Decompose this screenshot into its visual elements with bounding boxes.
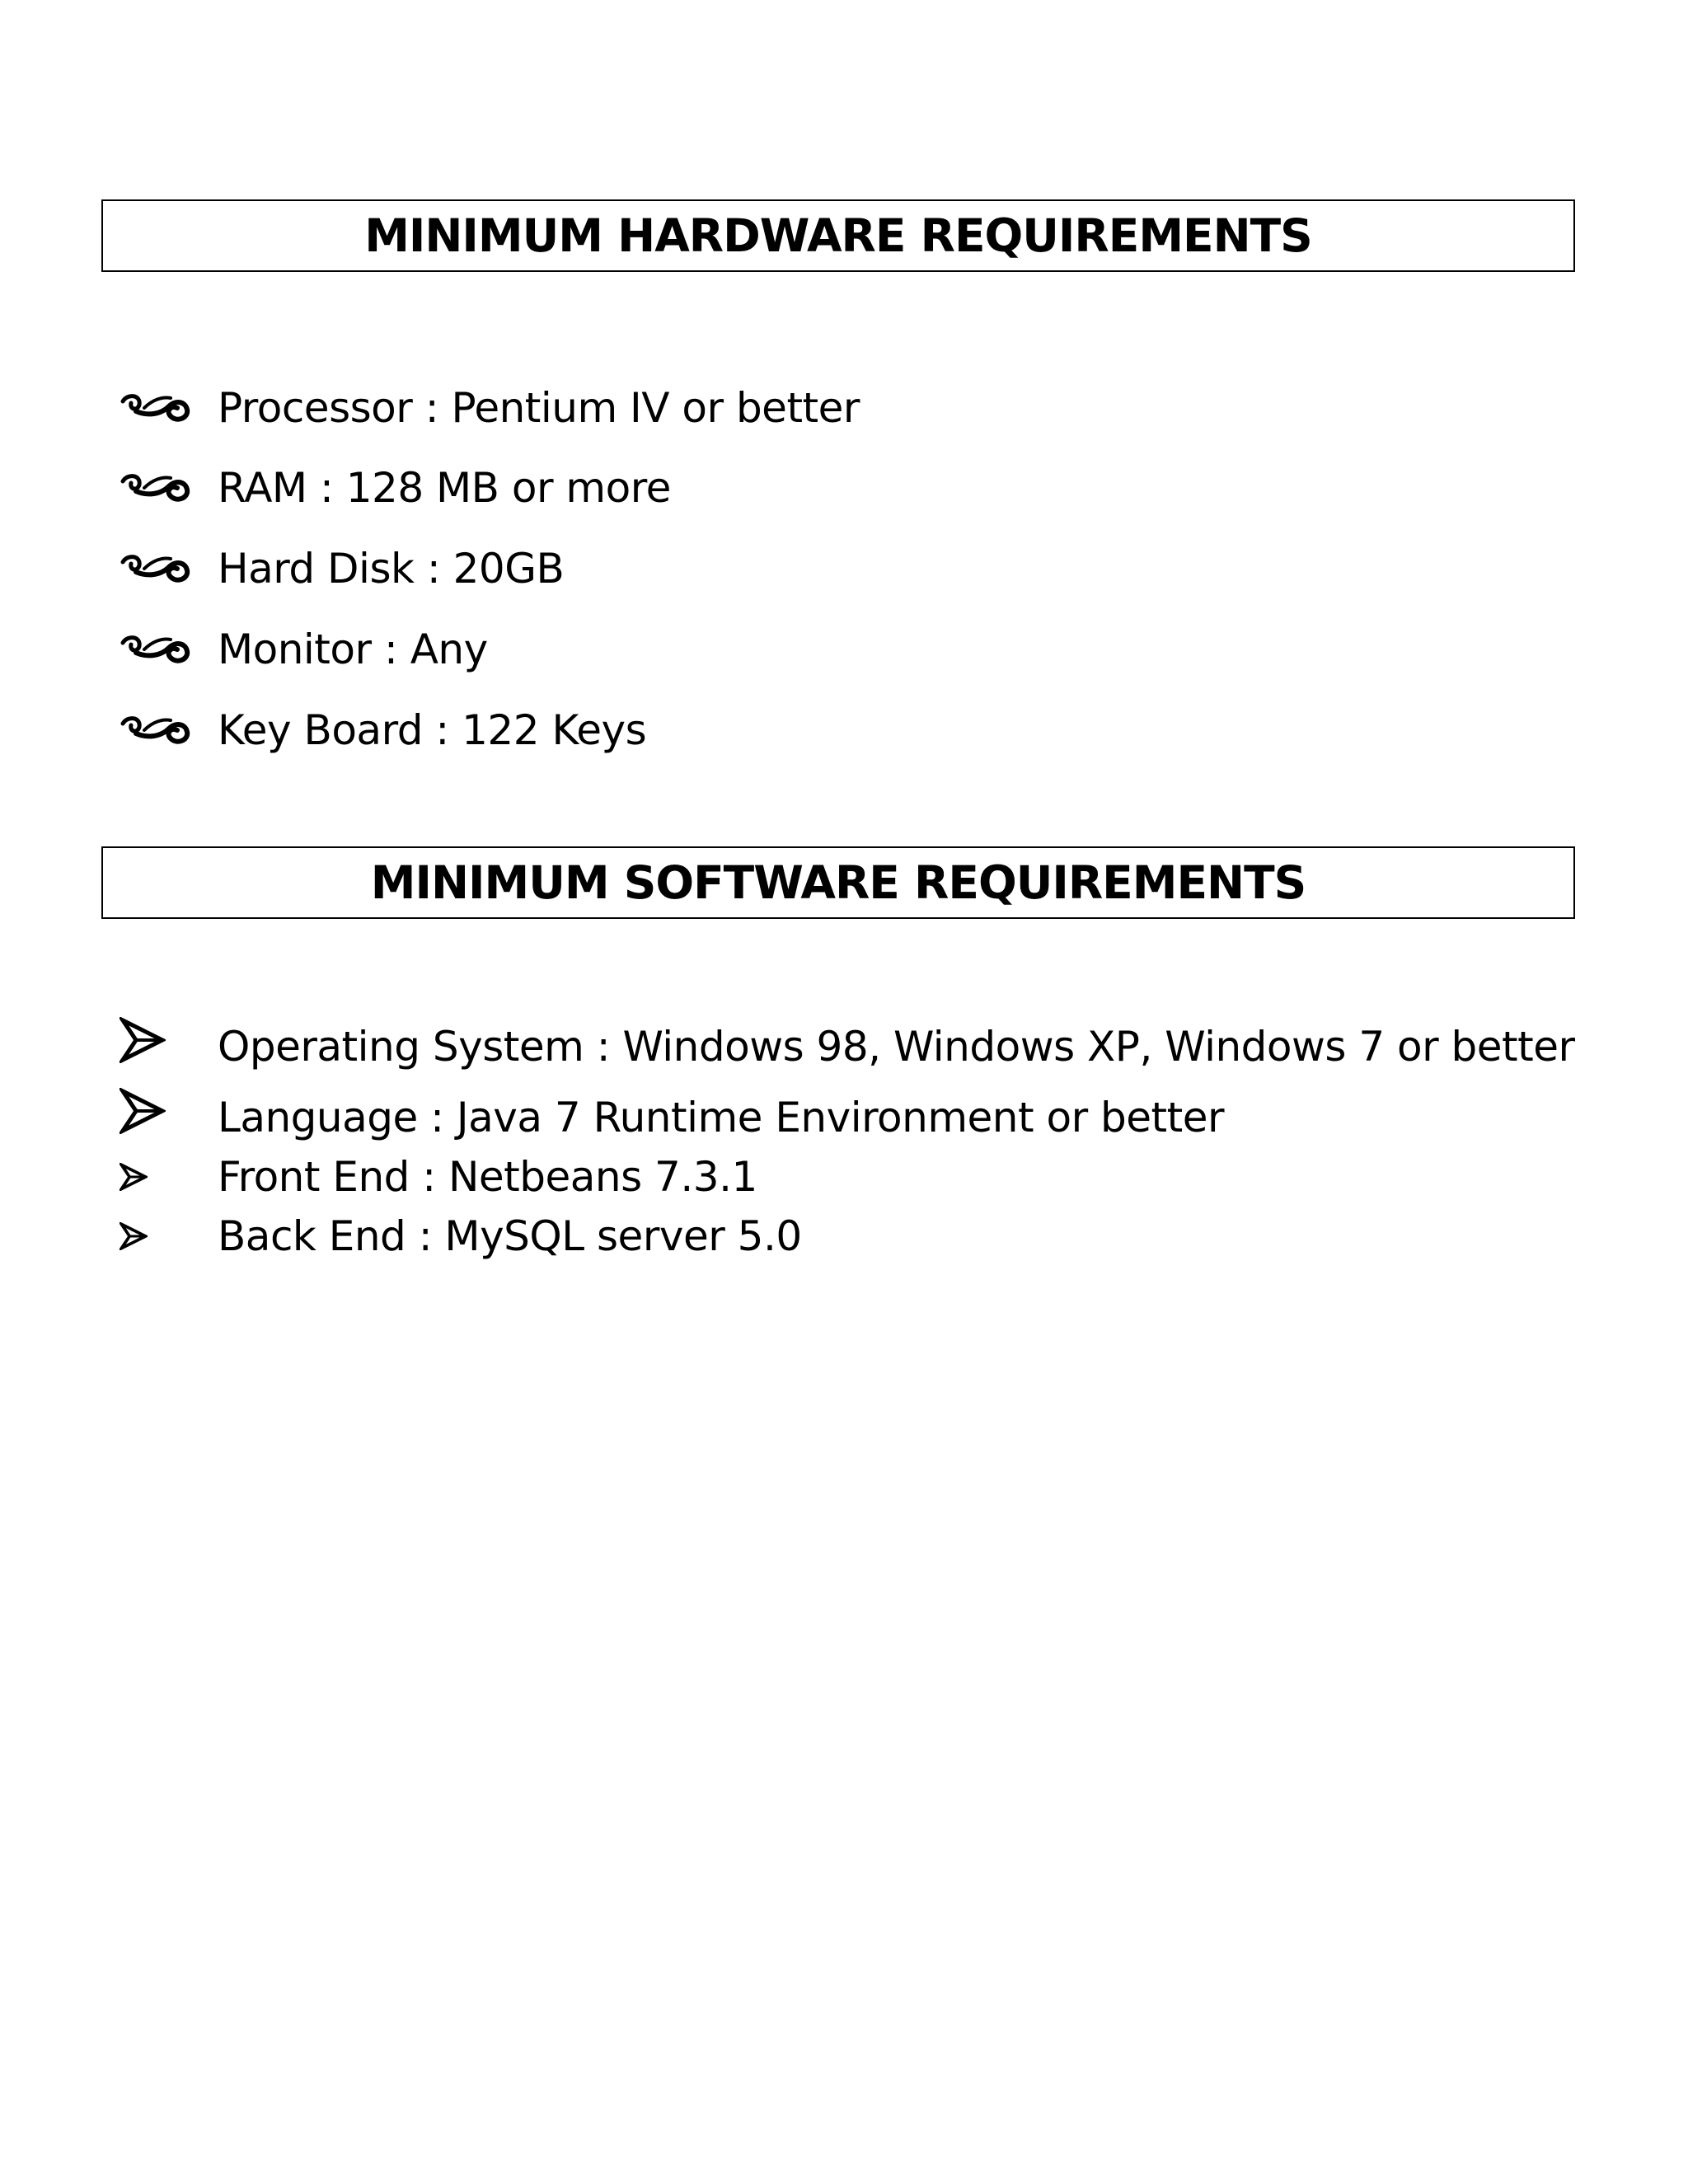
hardware-heading-box [101, 199, 1575, 272]
software-list-item [0, 1014, 1688, 1080]
hardware-item-label: Key Board : 122 Keys [218, 706, 647, 754]
swirl-ornament-icon [120, 712, 192, 748]
hardware-item-label: RAM : 128 MB or more [218, 464, 671, 512]
hardware-heading: MINIMUM HARDWARE REQUIREMENTS [364, 209, 1312, 262]
arrowhead-icon [120, 1017, 166, 1063]
swirl-ornament-icon [120, 390, 192, 426]
hardware-list-item [0, 536, 1688, 602]
software-list-item [0, 1203, 1688, 1269]
hardware-list-item [0, 697, 1688, 763]
software-list-item [0, 1085, 1688, 1151]
arrowhead-icon [120, 1163, 148, 1191]
hardware-item-label: Processor : Pentium IV or better [218, 384, 860, 432]
hardware-item-label: Hard Disk : 20GB [218, 545, 565, 593]
software-heading: MINIMUM SOFTWARE REQUIREMENTS [370, 855, 1306, 909]
swirl-ornament-icon [120, 551, 192, 587]
hardware-list-item [0, 375, 1688, 441]
software-heading-box [101, 846, 1575, 919]
software-list-item [0, 1144, 1688, 1210]
swirl-ornament-icon [120, 470, 192, 506]
software-item-label: Operating System : Windows 98, Windows XP, Windows 7 or better [218, 1023, 1575, 1071]
hardware-list-item [0, 455, 1688, 521]
arrowhead-icon [120, 1088, 166, 1134]
hardware-list-item [0, 616, 1688, 682]
swirl-ornament-icon [120, 631, 192, 668]
hardware-item-label: Monitor : Any [218, 626, 488, 673]
arrowhead-icon [120, 1222, 148, 1250]
software-item-label: Front End : Netbeans 7.3.1 [218, 1153, 757, 1201]
software-item-label: Language : Java 7 Runtime Environment or better [218, 1094, 1225, 1141]
software-item-label: Back End : MySQL server 5.0 [218, 1212, 802, 1260]
